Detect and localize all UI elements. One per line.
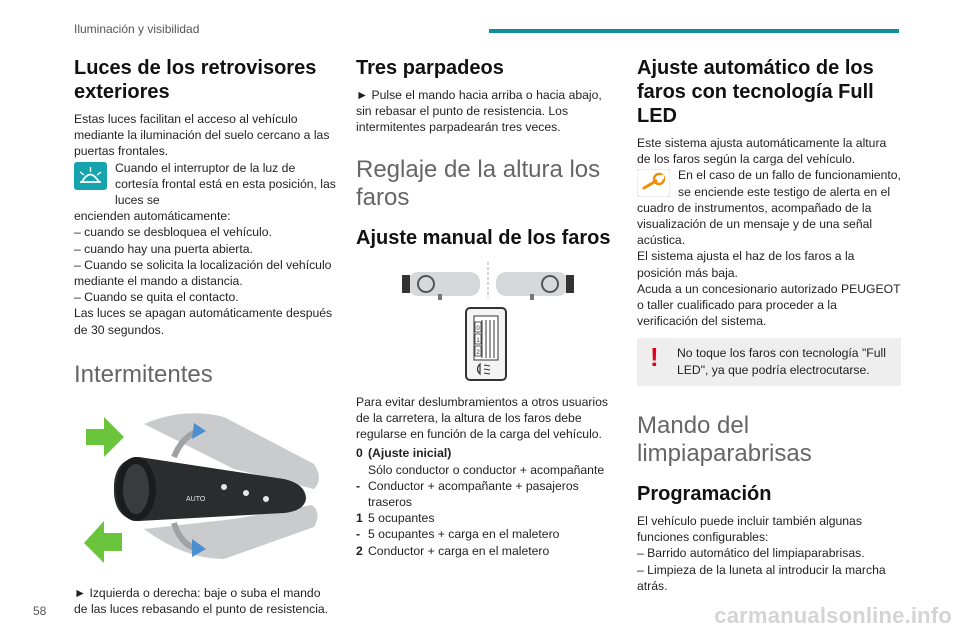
heading-auto-adjust: Ajuste automático de los faros con tecnología Full LED [637,57,874,127]
list-item [356,478,620,510]
three-flashes-text: ► Pulse el mando hacia arriba o hacia abajo, sin rebasar el punto de resistencia. Los intermitentes parpadearán tres veces. [356,88,602,135]
courtesy-light-note [74,160,336,209]
list-item: – cuando hay una puerta abierta. [74,241,253,256]
wiper-intro: El vehículo puede incluir también algunas funciones configurables: [637,514,862,545]
courtesy-light-icon [74,162,107,190]
fault-warning-continuation: cuadro de instrumentos, acompañado de la visualización de un mensaje y de una señal acústica. [637,200,873,248]
auto-adjust-p3: Acuda a un concesionario autorizado PEUGEOT o taller cualificado para proceder a la verificación del sistema. [637,281,901,329]
heading-height-adjust: Reglaje de la altura los faros [356,155,601,211]
headlamp-height-illustration [356,258,620,386]
courtesy-light-text: Cuando el interruptor de la luz de cortesía frontal está en esta posición, las luces se [115,160,336,208]
turn-signal-caption: ► Izquierda o derecha: baje o suba el mando de las luces rebasando el punto de resistencia. [74,585,329,617]
list-item: – Barrido automático del limpiaparabrisas. [637,546,865,561]
mirror-lights-intro: Estas luces facilitan el acceso al vehículo mediante la iluminación del suelo cercano a las puertas frontales. [74,112,330,159]
wheel-mark: 1 [476,337,480,344]
setting-label: Sólo conductor o conductor + acompañante [368,462,605,477]
setting-label: (Ajuste inicial) [368,446,452,461]
watermark: carmanualsonline.info [714,603,952,628]
setting-key: 2 [356,543,363,558]
heading-manual-adjust: Ajuste manual de los faros [356,226,611,249]
height-adjust-intro: Para evitar deslumbramientos a otros usuarios de la carretera, la altura de los faros debe regularse en función de la carga del vehículo. [356,394,608,442]
list-item [356,526,620,542]
heading-turn-signals: Intermitentes [74,360,213,388]
page-number: 58 [33,604,47,618]
arrow-down-left-icon [84,521,122,563]
list-item [356,445,620,461]
mirror-lights-closing: Las luces se apagan automáticamente después de 30 segundos. [74,306,333,337]
courtesy-light-continuation: encienden automáticamente: [74,209,231,224]
column-right [637,56,901,594]
arrow-up-right-icon [86,417,124,457]
setting-label: 5 ocupantes + carga en el maletero [368,527,560,542]
setting-key [356,462,368,478]
setting-key: - [356,527,361,542]
heading-wiper: Mando del limpiaparabrisas [637,411,812,467]
list-item [356,543,620,559]
setting-key: 1 [356,511,363,526]
exclamation-icon: ! [650,342,659,373]
list-item: – Limpieza de la luneta al introducir la marcha atrás. [637,562,886,593]
setting-key: - [356,478,361,493]
danger-callout-text: No toque los faros con tecnología "Full LED", ya que podría electrocutarse. [677,346,886,377]
setting-label: Conductor + carga en el maletero [368,543,550,558]
list-item [356,462,620,478]
wheel-mark: 2 [476,349,480,356]
header-accent-bar [489,29,899,33]
column-middle [356,56,620,559]
list-item: – Cuando se quita el contacto. [74,290,239,305]
heading-three-flashes: Tres parpadeos [356,57,504,79]
wheel-mark: 0 [476,325,480,332]
auto-adjust-p2: El sistema ajusta el haz de los faros a la posición más baja. [637,249,855,280]
list-item [356,510,620,526]
setting-label: Conductor + acompañante + pasajeros traseros [368,478,579,509]
load-settings-list [356,445,620,558]
fault-warning-text: En el caso de un fallo de funcionamiento, se enciende este testigo de alerta en el [678,168,901,199]
wrench-warning-icon [637,169,670,197]
turn-signal-stalk-illustration [74,409,336,571]
stalk-auto-label: AUTO [186,495,206,503]
auto-adjust-intro: Este sistema ajusta automáticamente la altura de los faros según la carga del vehículo. [637,136,887,167]
setting-label: 5 ocupantes [368,511,435,526]
list-item: – Cuando se solicita la localización del vehículo mediante el mando a distancia. [74,257,332,289]
heading-programming: Programación [637,483,772,505]
heading-mirror-lights: Luces de los retrovisores exteriores [74,57,317,103]
danger-callout [637,338,901,385]
column-left [74,56,336,617]
fault-warning-note [637,167,901,199]
running-header: Iluminación y visibilidad [74,22,200,36]
setting-key: 0 [356,446,363,461]
list-item: – cuando se desbloquea el vehículo. [74,225,272,240]
